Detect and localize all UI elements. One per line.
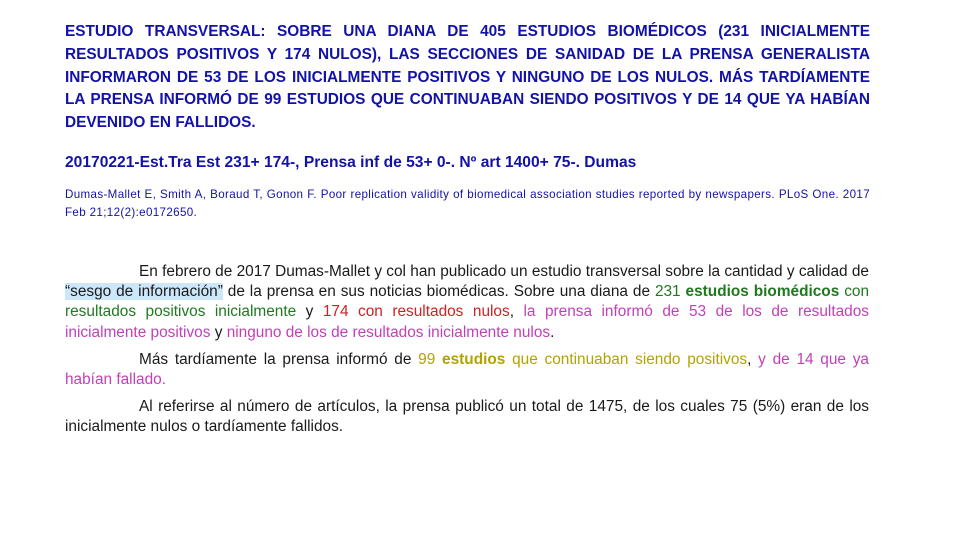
later-count: 99: [418, 350, 443, 368]
p1-text: ,: [509, 303, 524, 321]
citation: Dumas-Mallet E, Smith A, Boraud T, Gonon F. Poor replication validity of biomedical association studies reported by newspapers. PLoS One. 2017 Feb 21;12(2):e0172650.: [65, 188, 870, 219]
p1-text: .: [550, 323, 555, 341]
p1-text: y: [296, 303, 323, 321]
null-results-phrase: 174 con resultados nulos: [322, 303, 510, 321]
p1-text: En febrero de 2017 Dumas-Mallet y col han publicado un estudio transversal sobre la cantidad y calidad de: [139, 263, 869, 280]
positive-results-phrase: con resultados positivos inicialmente: [65, 283, 870, 321]
failed-phrase: y de 14 que ya habían fallado.: [65, 350, 869, 389]
body-text: [65, 262, 869, 445]
paragraph-3: [65, 397, 869, 437]
slide-subtitle: 20170221-Est.Tra Est 231+ 174-, Prensa inf de 53+ 0-. Nº art 1400+ 75-. Dumas: [65, 154, 637, 171]
p2-text: ,: [747, 350, 759, 368]
biomedical-studies-term: estudios biomédicos: [685, 283, 840, 301]
p1-text: de la prensa en sus noticias biomédicas. Sobre una diana de: [222, 283, 655, 301]
p1-text: y: [210, 323, 227, 341]
positive-count: 231: [654, 283, 686, 301]
paragraph-1: [65, 262, 869, 343]
paragraph-2: [65, 350, 869, 390]
highlighted-term: “sesgo de información”: [65, 283, 223, 301]
still-positive-phrase: que continuaban siendo positivos: [505, 350, 748, 368]
slide-title: ESTUDIO TRANSVERSAL: SOBRE UNA DIANA DE 405 ESTUDIOS BIOMÉDICOS (231 INICIALMENTE RESULTADOS POSITIVOS Y 174 NULOS), LAS SECCIONES DE SANIDAD DE LA PRENSA GENERALISTA INFORMARON DE 53 DE LOS INICIALMENTE POSITIVOS Y NINGUNO DE LOS NULOS. MÁS TARDÍAMENTE LA PRENSA INFORMÓ DE 99 ESTUDIOS QUE CONTINUABAN SIENDO POSITIVOS Y DE 14 QUE YA HABÍAN DEVENIDO EN FALLIDOS.: [65, 23, 870, 132]
press-reported-phrase: la prensa informó de 53 de los de resultados inicialmente positivos: [65, 303, 869, 341]
p2-text: Más tardíamente la prensa informó de: [139, 350, 419, 368]
studies-term: estudios: [442, 350, 506, 368]
none-null-phrase: ninguno de los de resultados inicialmente nulos: [226, 323, 551, 341]
p3-text: Al referirse al número de artículos, la prensa publicó un total de 1475, de los cuales 75 (5%) eran de los inicialmente nulos o tardíamente fallidos.: [65, 398, 869, 436]
